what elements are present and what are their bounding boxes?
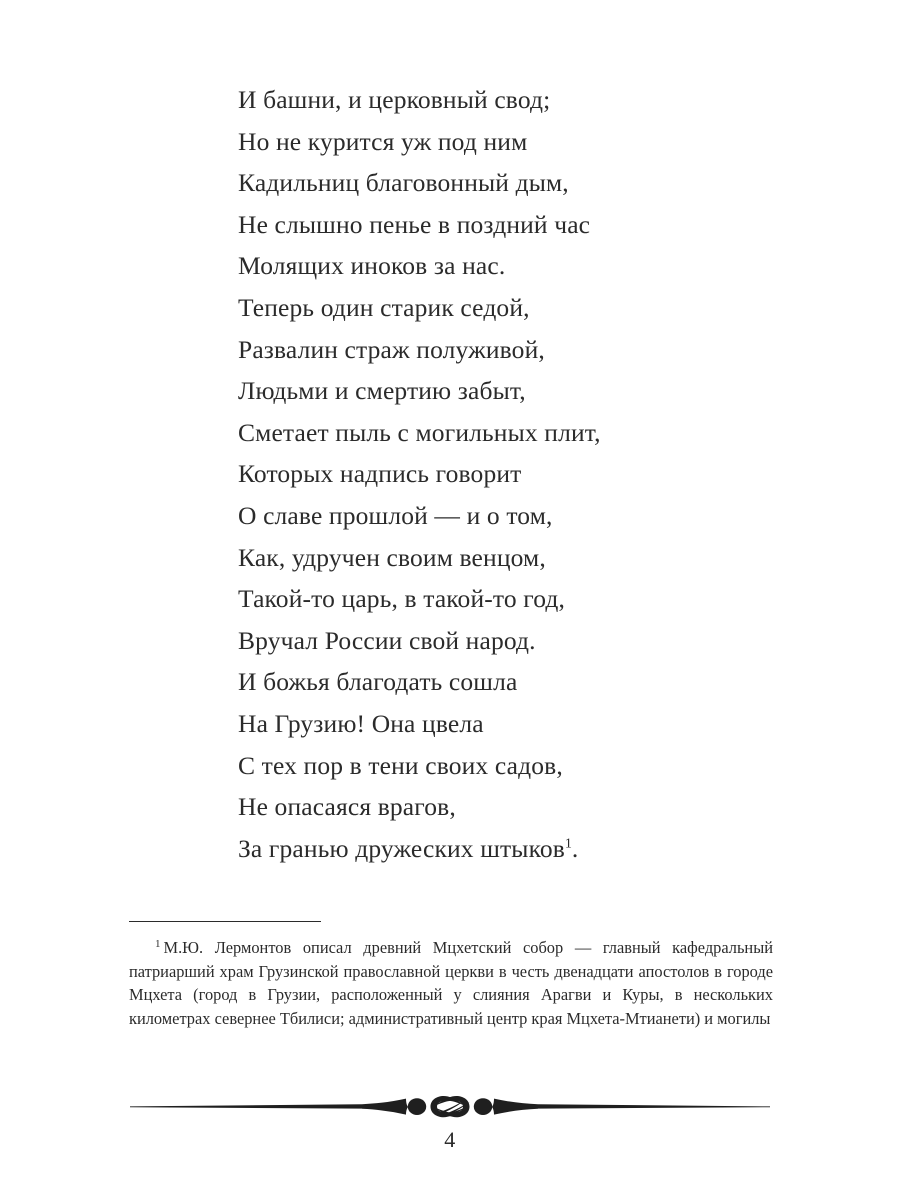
footnote-number: 1 bbox=[155, 937, 161, 950]
footnote-text-content: М.Ю. Лермонтов описал древний Мцхетский собор — главный кафедральный патриарший храм Грузинской православной церкви в честь двенадцати апостолов в городе Мцхета (город в Грузии, расположенный у слияния Арагви и Куры, в нескольких километрах севернее Тбилиси; административный центр края Мцхета-Мтианети) и могилы bbox=[129, 938, 773, 1028]
poem-line: Кадильниц благовонный дым, bbox=[238, 168, 569, 198]
poem-line: Молящих иноков за нас. bbox=[238, 251, 506, 281]
page-number: 4 bbox=[444, 1127, 456, 1152]
poem-line: Которых надпись говорит bbox=[238, 459, 522, 489]
footnote-reference-marker[interactable]: 1 bbox=[564, 836, 572, 852]
footnote-block bbox=[129, 921, 773, 1030]
poem-line: Такой-то царь, в такой-то год, bbox=[238, 584, 566, 614]
poem-line-with-footnote bbox=[238, 828, 658, 870]
poem-line: На Грузию! Она цвела bbox=[238, 708, 484, 738]
poem-line: Теперь один старик седой, bbox=[238, 292, 530, 322]
footnote-body bbox=[129, 936, 773, 1030]
footnote-separator-rule bbox=[129, 921, 321, 922]
poem-line: Но не курится уж под ним bbox=[238, 126, 528, 156]
poem-line: Развалин страж полуживой, bbox=[238, 334, 545, 364]
poem-line: И башни, и церковный свод; bbox=[238, 85, 551, 114]
poem-line-text: За гранью дружеских штыков bbox=[238, 833, 565, 863]
poem-stanza bbox=[238, 79, 658, 869]
poem-line: Вручал России свой народ. bbox=[238, 625, 536, 655]
poem-line-trailing-punctuation: . bbox=[571, 833, 579, 863]
poem-line: Не слышно пенье в поздний час bbox=[238, 209, 591, 239]
poem-line: О славе прошлой — и о том, bbox=[238, 500, 553, 530]
poem-line: Людьми и смертию забыт, bbox=[238, 376, 526, 406]
decorative-flourish-divider bbox=[130, 1090, 770, 1124]
poem-line: Как, удручен своим венцом, bbox=[238, 542, 546, 572]
poem-line: Не опасаяся врагов, bbox=[238, 792, 456, 822]
poem-line: С тех пор в тени своих садов, bbox=[238, 750, 563, 780]
poem-line: И божья благодать сошла bbox=[238, 667, 518, 697]
poem-line: Сметает пыль с могильных плит, bbox=[238, 417, 601, 447]
